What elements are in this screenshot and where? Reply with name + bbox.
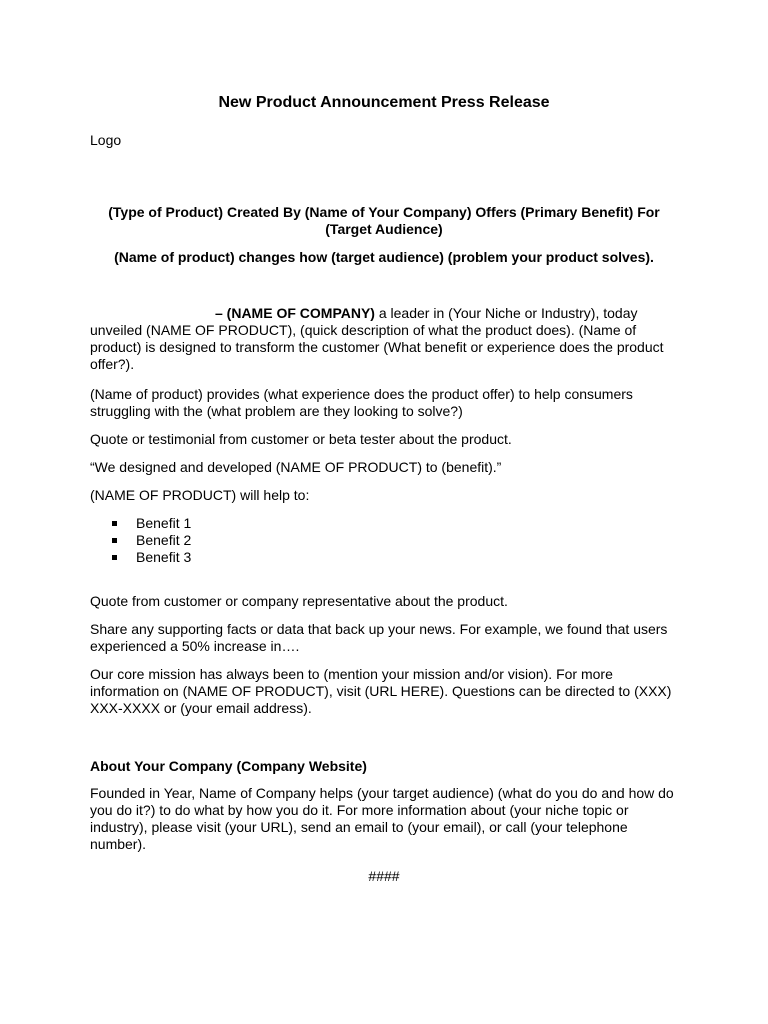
- logo-placeholder: Logo: [90, 132, 122, 148]
- benefits-list: [112, 515, 191, 566]
- lead-text: a leader in (Your Niche or Industry), today unveiled (NAME OF PRODUCT), (quick description of what the product does). (Name of product) is designed to transform the customer (What benefit or experience does the product offer?).: [90, 305, 664, 372]
- about-heading: About Your Company (Company Website): [90, 758, 367, 774]
- press-release-headline: (Type of Product) Created By (Name of Your Company) Offers (Primary Benefit) For (Target Audience): [108, 204, 660, 237]
- mission-paragraph: Our core mission has always been to (mention your mission and/or vision). For more information on (NAME OF PRODUCT), visit (URL HERE). Questions can be directed to (XXX) XXX-XXXX or (your email address).: [90, 666, 672, 716]
- bullet-square-icon: [112, 521, 117, 526]
- facts-paragraph: Share any supporting facts or data that back up your news. For example, we found that users experienced a 50% increase in….: [90, 621, 668, 654]
- quote-paragraph: “We designed and developed (NAME OF PRODUCT) to (benefit).”: [90, 459, 502, 475]
- benefit-label: Benefit 3: [136, 549, 192, 565]
- company-name: – (NAME OF COMPANY): [215, 305, 375, 321]
- lead-paragraph: [90, 305, 680, 373]
- list-item: [112, 515, 191, 532]
- document-title: New Product Announcement Press Release: [218, 94, 550, 111]
- end-mark: ####: [368, 868, 400, 884]
- list-item: [112, 532, 191, 549]
- testimonial-paragraph: Quote or testimonial from customer or beta tester about the product.: [90, 431, 512, 447]
- list-item: [112, 549, 191, 566]
- benefits-intro: (NAME OF PRODUCT) will help to:: [90, 487, 310, 503]
- press-release-subheadline: (Name of product) changes how (target audience) (problem your product solves).: [114, 249, 654, 265]
- benefit-label: Benefit 2: [136, 532, 192, 548]
- representative-quote-paragraph: Quote from customer or company representative about the product.: [90, 593, 508, 609]
- bullet-square-icon: [112, 555, 117, 560]
- bullet-square-icon: [112, 538, 117, 543]
- benefit-label: Benefit 1: [136, 515, 192, 531]
- about-paragraph: Founded in Year, Name of Company helps (your target audience) (what do you do and how do you do it?) to do what by how you do it. For more information about (your niche topic or industry), please visit (your URL), send an email to (your email), or call (your telephone number).: [90, 785, 674, 852]
- provides-paragraph: (Name of product) provides (what experience does the product offer) to help consumers struggling with the (what problem are they looking to solve?): [90, 386, 633, 419]
